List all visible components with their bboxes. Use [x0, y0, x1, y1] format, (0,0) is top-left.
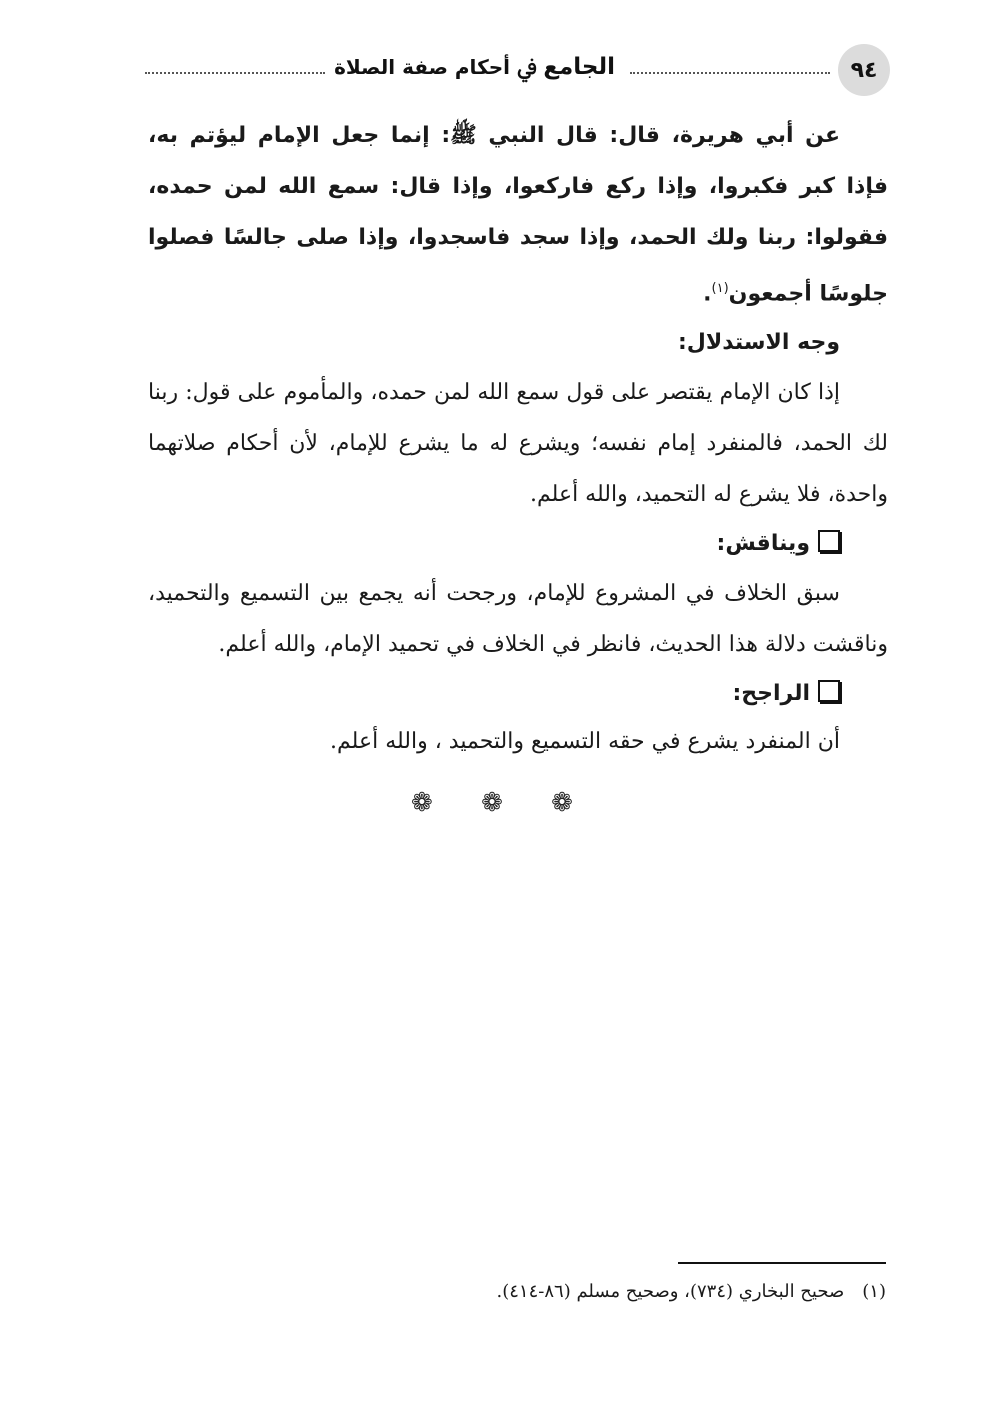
wajh-paragraph: إذا كان الإمام يقتصر على قول سمع الله لمن حمده، والمأموم على قول: ربنا لك الحمد، فالمنفرد إمام نفسه؛ ويشرع له ما يشرع للإمام، لأن أحكام صلاتهما واحدة، فلا يشرع له التحميد، والله أعلم. [148, 380, 888, 508]
hadith-line-2: فكبروا، وإذا ركع فاركعوا، وإذا قال: سمع الله لمن حمده، فقولوا: ربنا ولك [148, 174, 888, 250]
flower-ornament-icon: ❁ ❁ ❁ [411, 788, 593, 818]
nuqash-paragraph: سبق الخلاف في المشروع للإمام، ورجحت أنه يجمع بين التسميع والتحميد، وناقشت دلالة هذا الحديث، فانظر في الخلاف في تحميد الإمام، والله أعلم. [148, 581, 888, 658]
running-title [334, 54, 615, 80]
footnote-number: (١) [862, 1281, 886, 1302]
nuqash-heading [148, 520, 888, 568]
footnote-separator [678, 1262, 886, 1264]
rajih-heading-text: الراجح: [732, 681, 810, 707]
hadith-line-1: عن أبي هريرة، قال: قال النبي ﷺ: إنما جعل الإمام ليؤتم به، فإذا كبر [148, 123, 888, 199]
main-text [148, 110, 888, 766]
hadith-end: . [703, 281, 712, 307]
rajih-heading [148, 670, 888, 718]
page-number: ٩٤ [838, 44, 890, 96]
footnote [186, 1276, 886, 1308]
running-title-main: الجامع [543, 54, 615, 80]
nuqash-heading-text: ويناقش: [716, 531, 810, 557]
hadith-paragraph [148, 110, 888, 319]
header-dotted-rule-right [630, 72, 830, 74]
rajih-paragraph: أن المنفرد يشرع في حقه التسميع والتحميد ، والله أعلم. [330, 729, 840, 755]
header-dotted-rule-left [145, 72, 325, 74]
hadith-line-3: الحمد، وإذا سجد فاسجدوا، وإذا صلى جالسًا فصلوا جلوسًا أجمعون [148, 225, 888, 307]
footnote-reference[interactable]: (١) [711, 281, 729, 296]
square-box-icon [818, 680, 840, 702]
wajh-heading: وجه الاستدلال: [677, 330, 840, 356]
running-title-sep: ﰲ [516, 55, 537, 79]
page-header [145, 44, 890, 96]
running-title-rest: أحكام صفة الصلاة [334, 55, 510, 79]
square-box-icon [818, 530, 840, 552]
footnote-text: صحيح البخاري (٧٣٤)، وصحيح مسلم (٨٦-٤١٤). [496, 1281, 845, 1302]
